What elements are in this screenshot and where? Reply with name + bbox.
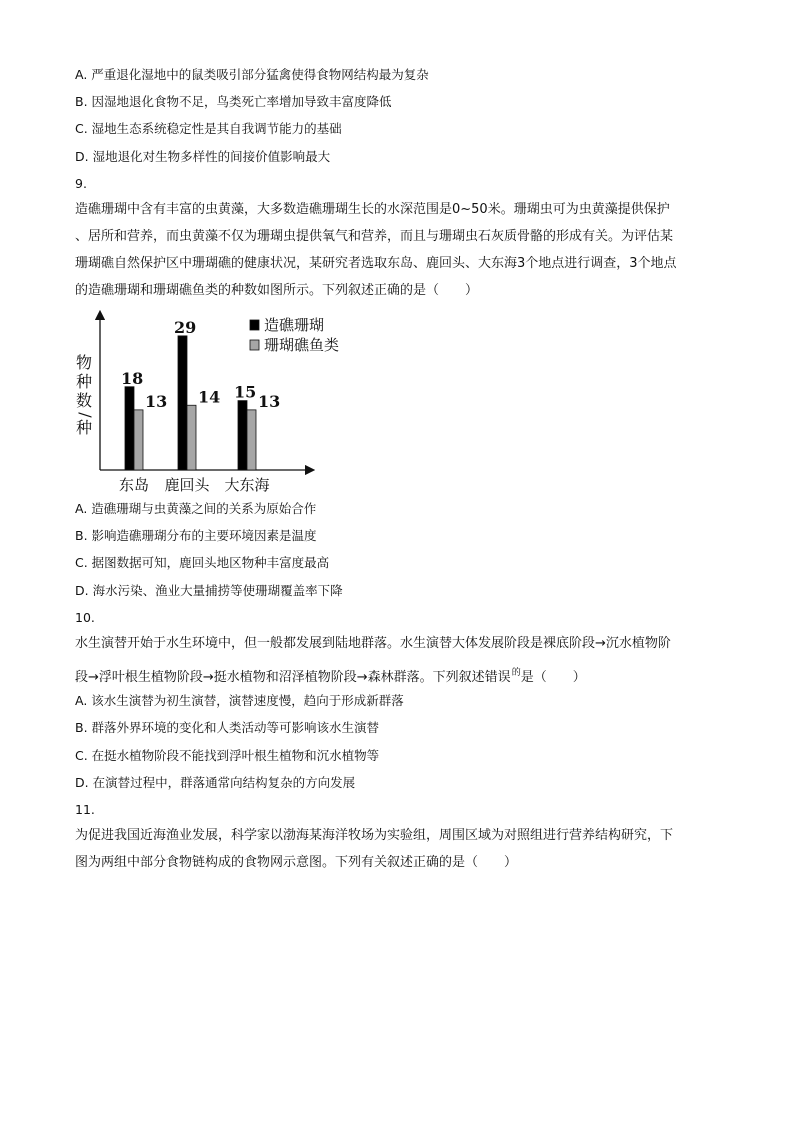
bar-fish-2 [247, 410, 256, 470]
bar-coral-1 [178, 336, 187, 470]
bar-value-label: 13 [145, 391, 168, 411]
q8-option-d: D. 湿地退化对生物多样性的间接价值影响最大 [75, 149, 331, 164]
y-axis-label-char: 种 [75, 418, 93, 437]
legend-label: 珊瑚礁鱼类 [264, 336, 340, 354]
bar-coral-2 [238, 401, 247, 470]
coral-species-bar-chart [70, 310, 370, 495]
q10-number: 10. [75, 610, 95, 625]
q9-stem-line: 、居所和营养，而虫黄藻不仅为珊瑚虫提供氧气和营养，而且与珊瑚虫石灰质骨骼的形成有关。为评估某 [75, 229, 674, 244]
q10-superscript-de: 的 [511, 668, 521, 678]
q8-option-b: B. 因湿地退化食物不足，鸟类死亡率增加导致丰富度降低 [75, 94, 392, 109]
bar-value-label: 29 [174, 317, 197, 337]
y-axis-label [76, 353, 95, 437]
q9-option-d: D. 海水污染、渔业大量捕捞等使珊瑚覆盖率下降 [75, 583, 343, 598]
bar-value-label: 18 [121, 368, 144, 388]
q11-stem-line: 图为两组中部分食物链构成的食物网示意图。下列有关叙述正确的是（ ） [75, 855, 518, 870]
q9-number: 9. [75, 176, 87, 191]
bar-value-label: 14 [198, 387, 221, 407]
q11-stem-line: 为促进我国近海渔业发展，科学家以渤海某海洋牧场为实验组，周围区域为对照组进行营养结构研究，下 [75, 828, 674, 843]
q10-stem-line: 水生演替开始于水生环境中，但一般都发展到陆地群落。水生演替大体发展阶段是裸底阶段→沉水植物阶 [75, 636, 671, 651]
q9-stem-line: 珊瑚礁自然保护区中珊瑚礁的健康状况，某研究者选取东岛、鹿回头、大东海3个地点进行调查，3个地点 [75, 256, 677, 271]
y-axis-label-char: 数 [75, 391, 93, 410]
q10-stem-text-end: 是（ ） [520, 670, 586, 685]
y-axis-label-char: 物 [75, 353, 93, 372]
q10-option-b: B. 群落外界环境的变化和人类活动等可影响该水生演替 [75, 720, 380, 735]
bar-value-label: 15 [234, 382, 257, 402]
q9-option-c: C. 据图数据可知，鹿回头地区物种丰富度最高 [75, 555, 330, 570]
q8-option-a: A. 严重退化湿地中的鼠类吸引部分猛禽使得食物网结构最为复杂 [75, 67, 429, 82]
q8-option-c: C. 湿地生态系统稳定性是其自我调节能力的基础 [75, 121, 342, 136]
bar-fish-0 [134, 410, 143, 470]
q10-stem-text: 段→浮叶根生植物阶段→挺水植物和沼泽植物阶段→森林群落。下列叙述错误 [75, 670, 511, 685]
legend-swatch [250, 340, 259, 350]
q10-stem-line [75, 663, 725, 688]
x-category-label: 大东海 [224, 476, 270, 494]
bar-coral-0 [125, 387, 134, 470]
bar-value-label: 13 [258, 391, 281, 411]
y-axis-label-char: / [76, 412, 95, 418]
q10-option-d: D. 在演替过程中，群落通常向结构复杂的方向发展 [75, 775, 356, 790]
bar-fish-1 [187, 405, 196, 470]
x-category-label: 鹿回头 [164, 476, 210, 494]
q9-stem-line: 造礁珊瑚中含有丰富的虫黄藻，大多数造礁珊瑚生长的水深范围是0~50米。珊瑚虫可为虫黄藻提供保护 [75, 202, 670, 217]
q9-option-a: A. 造礁珊瑚与虫黄藻之间的关系为原始合作 [75, 501, 317, 516]
x-category-label: 东岛 [118, 476, 150, 494]
legend-label: 造礁珊瑚 [264, 316, 325, 334]
q9-stem-line: 的造礁珊瑚和珊瑚礁鱼类的种数如图所示。下列叙述正确的是（ ） [75, 283, 479, 298]
legend-swatch [250, 320, 259, 330]
q9-option-b: B. 影响造礁珊瑚分布的主要环境因素是温度 [75, 528, 317, 543]
q11-number: 11. [75, 802, 95, 817]
q10-option-c: C. 在挺水植物阶段不能找到浮叶根生植物和沉水植物等 [75, 748, 380, 763]
y-axis-label-char: 种 [75, 372, 93, 391]
q10-option-a: A. 该水生演替为初生演替，演替速度慢，趋向于形成新群落 [75, 693, 404, 708]
